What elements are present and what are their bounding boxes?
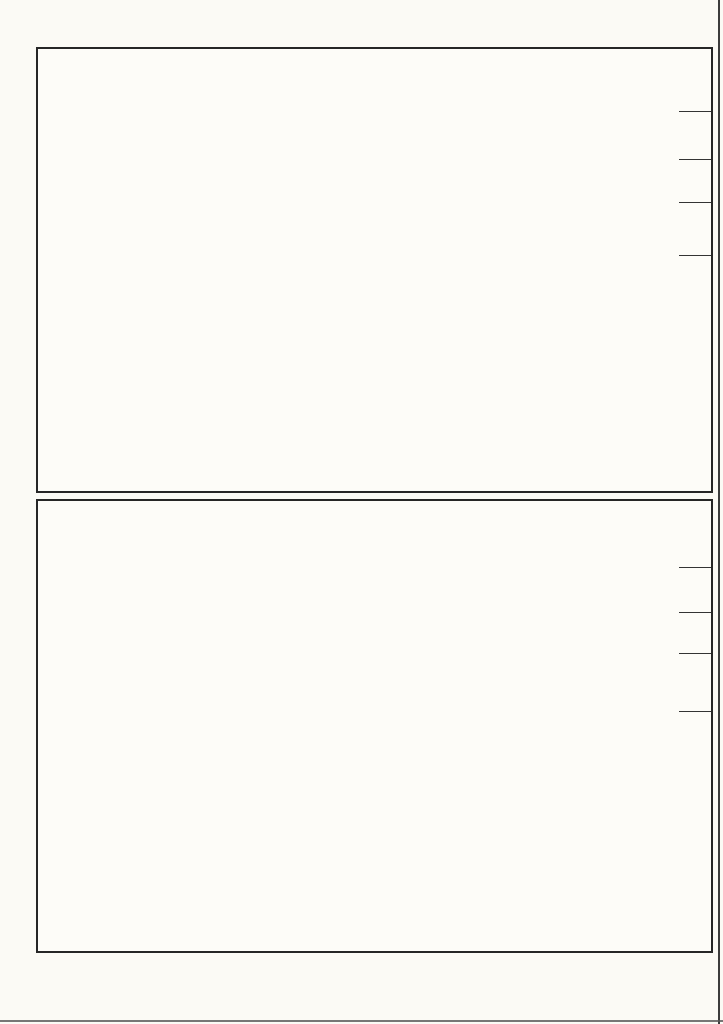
- header-name: [679, 49, 711, 112]
- roster-table-top: [36, 47, 713, 493]
- header-age: [679, 160, 711, 203]
- header-column-top: [679, 49, 711, 491]
- header-alias: [679, 112, 711, 160]
- header-native: [679, 654, 711, 712]
- header-age: [679, 613, 711, 654]
- header-address: [679, 256, 711, 491]
- header-name: [679, 501, 711, 568]
- scan-edge-bottom: [0, 1020, 723, 1022]
- header-native: [679, 203, 711, 256]
- header-column-bottom: [679, 501, 711, 951]
- roster-table-bottom: [36, 499, 713, 953]
- header-alias: [679, 568, 711, 613]
- header-address: [679, 712, 711, 951]
- scan-edge-right: [718, 0, 720, 1024]
